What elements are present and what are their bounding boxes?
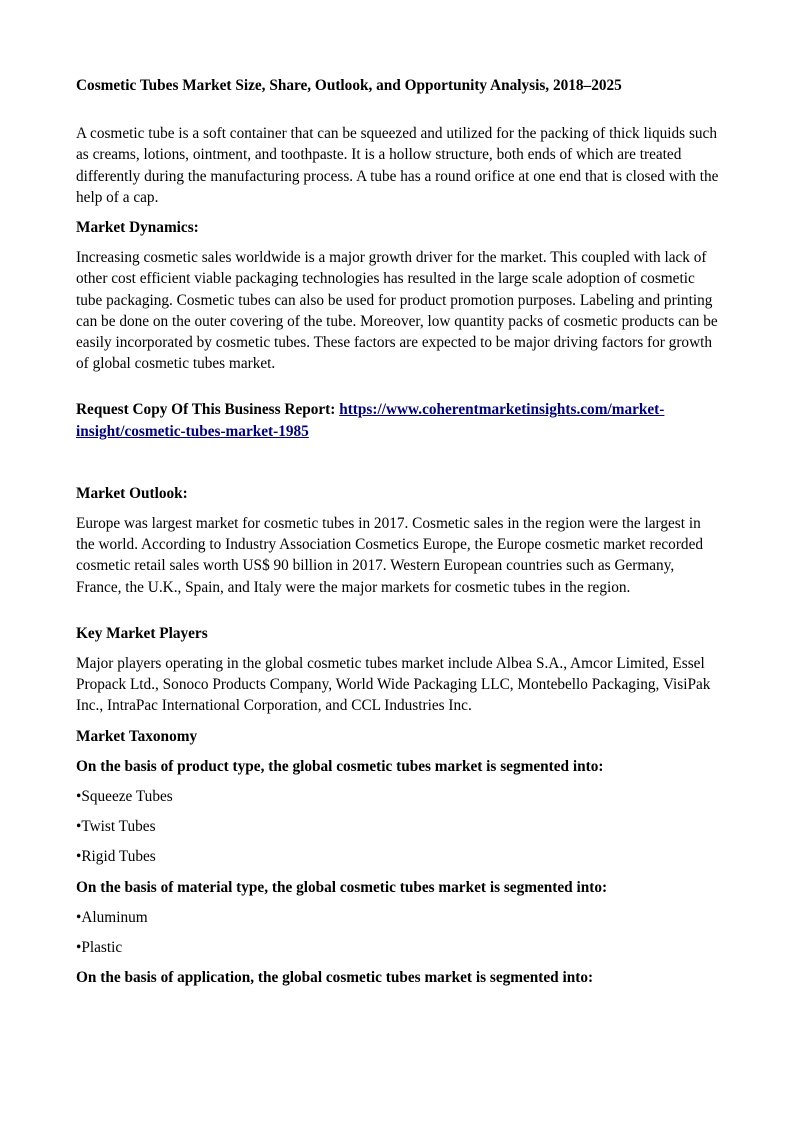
- key-market-players-paragraph: Major players operating in the global cosmetic tubes market include Albea S.A., Amcor Limited, Essel Propack Ltd., Sonoco Products Company, World Wide Packaging LLC, Montebello Packaging, VisiPak Inc., IntraPac International Corporation, and CCL Industries Inc.: [76, 655, 711, 715]
- product-type-heading: On the basis of product type, the global cosmetic tubes market is segmented into:: [76, 757, 604, 775]
- list-item: •Aluminum: [76, 908, 148, 926]
- market-outlook-heading: Market Outlook:: [76, 484, 188, 502]
- report-link[interactable]: https://www.coherentmarketinsights.com/market-insight/cosmetic-tubes-market-1985: [76, 401, 665, 440]
- list-item: •Plastic: [76, 939, 123, 957]
- document-page: [76, 75, 722, 998]
- list-item: •Squeeze Tubes: [76, 788, 173, 806]
- intro-paragraph: A cosmetic tube is a soft container that can be squeezed and utilized for the packing of thick liquids such as creams, lotions, ointment, and toothpaste. It is a hollow structure, both ends of which are treated differently during the manufacturing process. A tube has a round orifice at one end that is closed with the help of a cap.: [76, 125, 719, 206]
- market-dynamics-paragraph: Increasing cosmetic sales worldwide is a major growth driver for the market. This coupled with lack of other cost efficient viable packaging technologies has resulted in the large scale adoption of cosmetic tube packaging. Cosmetic tubes can also be used for product promotion purposes. Labeling and printing can be done on the outer covering of the tube. Moreover, low quantity packs of cosmetic products can be easily incorporated by cosmetic tubes. These factors are expected to be major driving factors for growth of global cosmetic tubes market.: [76, 249, 718, 373]
- market-dynamics-heading: Market Dynamics:: [76, 219, 199, 237]
- application-heading: On the basis of application, the global cosmetic tubes market is segmented into:: [76, 969, 594, 987]
- market-taxonomy-heading: Market Taxonomy: [76, 727, 198, 745]
- material-type-heading: On the basis of material type, the global cosmetic tubes market is segmented into:: [76, 878, 608, 896]
- list-item: •Rigid Tubes: [76, 848, 156, 866]
- list-item: •Twist Tubes: [76, 818, 156, 836]
- request-copy-line: [76, 399, 722, 441]
- key-market-players-heading: Key Market Players: [76, 624, 208, 642]
- request-copy-label: Request Copy Of This Business Report:: [76, 401, 340, 419]
- market-outlook-paragraph: Europe was largest market for cosmetic tubes in 2017. Cosmetic sales in the region were the largest in the world. According to Industry Association Cosmetics Europe, the Europe cosmetic market recorded cosmetic retail sales worth US$ 90 billion in 2017. Western European countries such as Germany, France, the U.K., Spain, and Italy were the major markets for cosmetic tubes in the region.: [76, 515, 704, 596]
- document-title: Cosmetic Tubes Market Size, Share, Outlook, and Opportunity Analysis, 2018–2025: [76, 77, 622, 94]
